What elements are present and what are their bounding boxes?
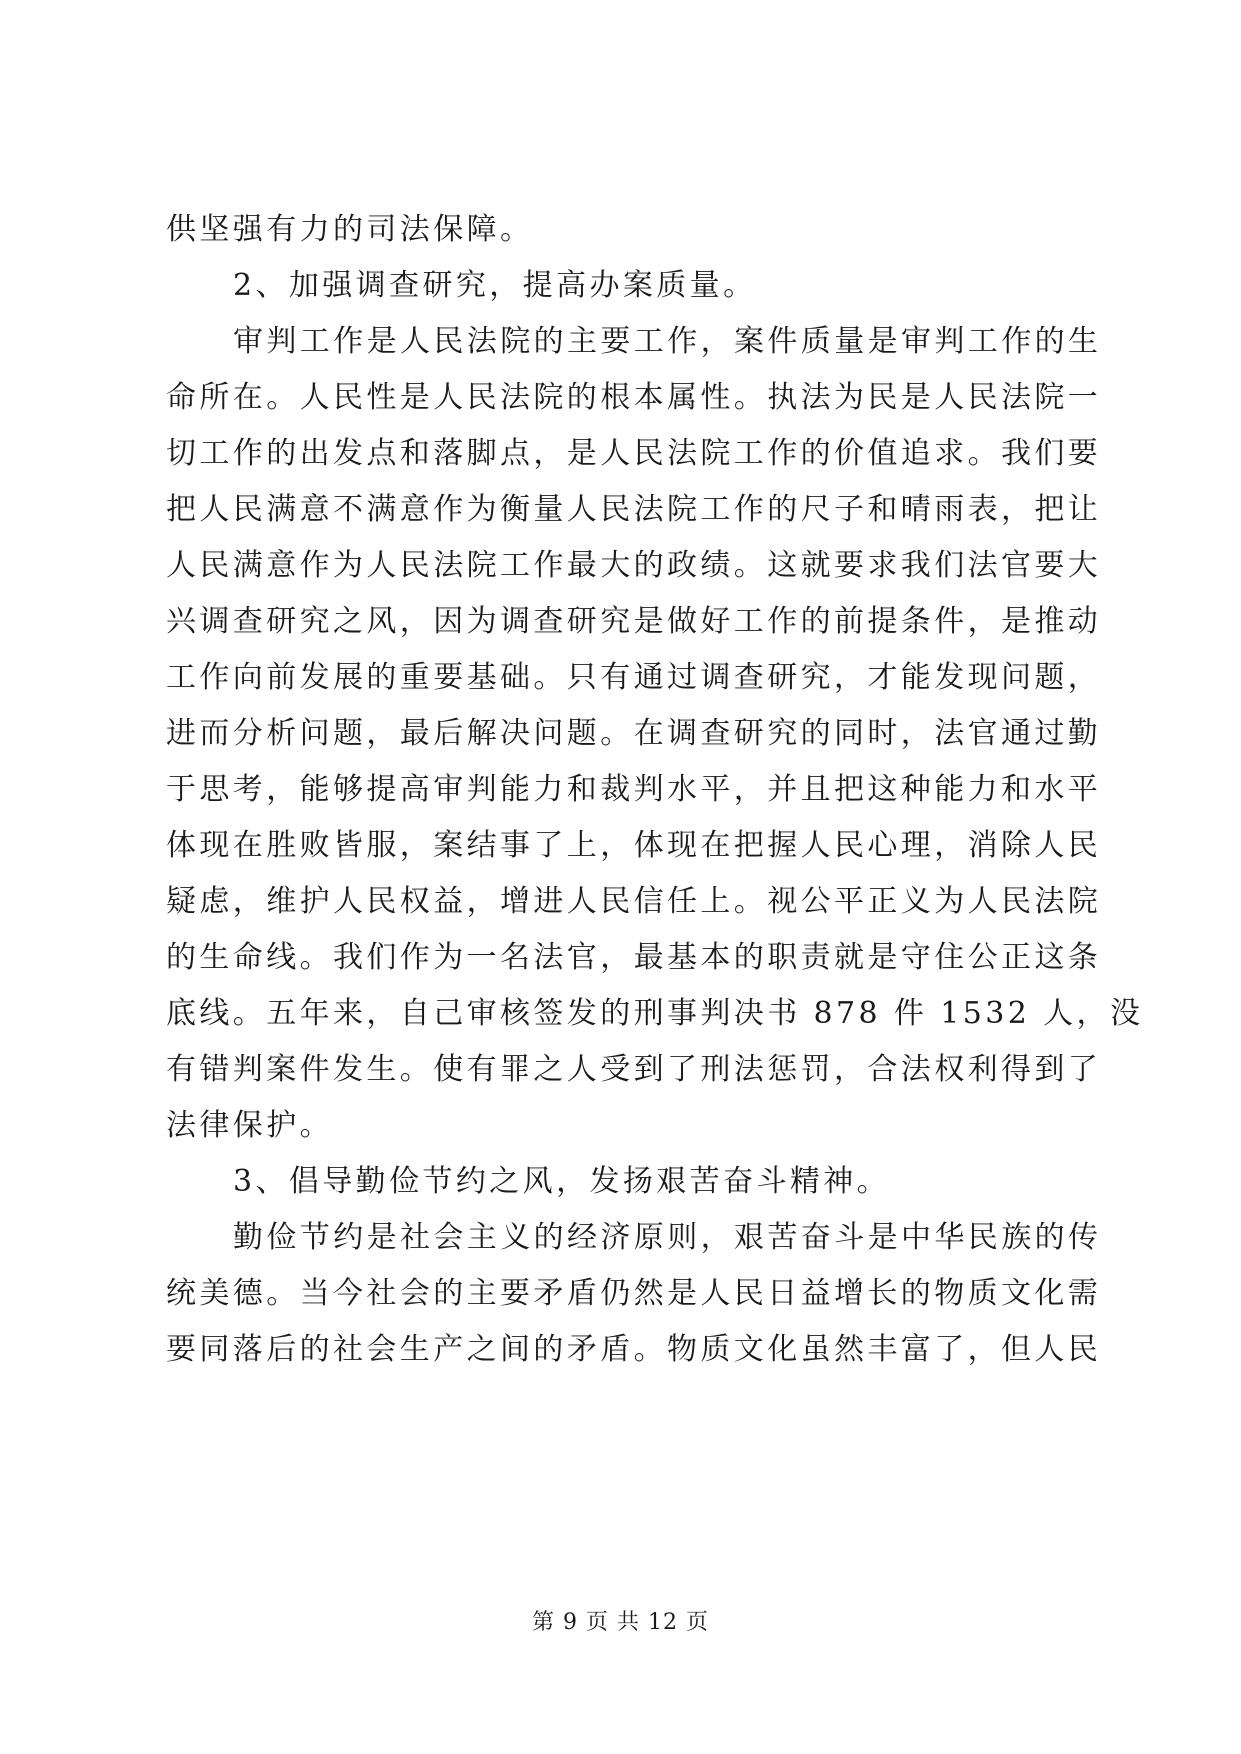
text-line: 于思考，能够提高审判能力和裁判水平，并且把这种能力和水平 [166, 772, 1102, 807]
text-line: 工作向前发展的重要基础。只有通过调查研究，才能发现问题， [166, 660, 1102, 695]
text-line: 把人民满意不满意作为衡量人民法院工作的尺子和晴雨表，把让 [166, 492, 1102, 527]
text-line: 法律保护。 [166, 1108, 333, 1143]
text-line: 切工作的出发点和落脚点，是人民法院工作的价值追求。我们要 [166, 436, 1102, 471]
text-line: 人民满意作为人民法院工作最大的政绩。这就要求我们法官要大 [166, 548, 1102, 583]
text-line: 命所在。人民性是人民法院的根本属性。执法为民是人民法院一 [166, 380, 1102, 415]
text-line: 统美德。当今社会的主要矛盾仍然是人民日益增长的物质文化需 [166, 1276, 1102, 1311]
text-line: 疑虑，维护人民权益，增进人民信任上。视公平正义为人民法院 [166, 884, 1102, 919]
section-heading: 3、倡导勤俭节约之风，发扬艰苦奋斗精神。 [233, 1164, 891, 1199]
text-line: 体现在胜败皆服，案结事了上，体现在把握人民心理，消除人民 [166, 828, 1102, 863]
text-line: 底线。五年来，自己审核签发的刑事判决书 878 件 1532 人，没 [166, 996, 1144, 1031]
text-line: 的生命线。我们作为一名法官，最基本的职责就是守住公正这条 [166, 940, 1102, 975]
section-heading: 2、加强调查研究，提高办案质量。 [233, 268, 757, 303]
page-number: 第 9 页 共 12 页 [532, 1610, 709, 1635]
text-line: 兴调查研究之风，因为调查研究是做好工作的前提条件，是推动 [166, 604, 1102, 639]
text-line: 要同落后的社会生产之间的矛盾。物质文化虽然丰富了，但人民 [166, 1332, 1102, 1367]
text-line: 勤俭节约是社会主义的经济原则，艰苦奋斗是中华民族的传 [233, 1220, 1102, 1255]
text-line: 有错判案件发生。使有罪之人受到了刑法惩罚，合法权利得到了 [166, 1052, 1102, 1087]
text-line: 进而分析问题，最后解决问题。在调查研究的同时，法官通过勤 [166, 716, 1102, 751]
text-line: 审判工作是人民法院的主要工作，案件质量是审判工作的生 [233, 324, 1102, 359]
text-line: 供坚强有力的司法保障。 [166, 212, 534, 247]
